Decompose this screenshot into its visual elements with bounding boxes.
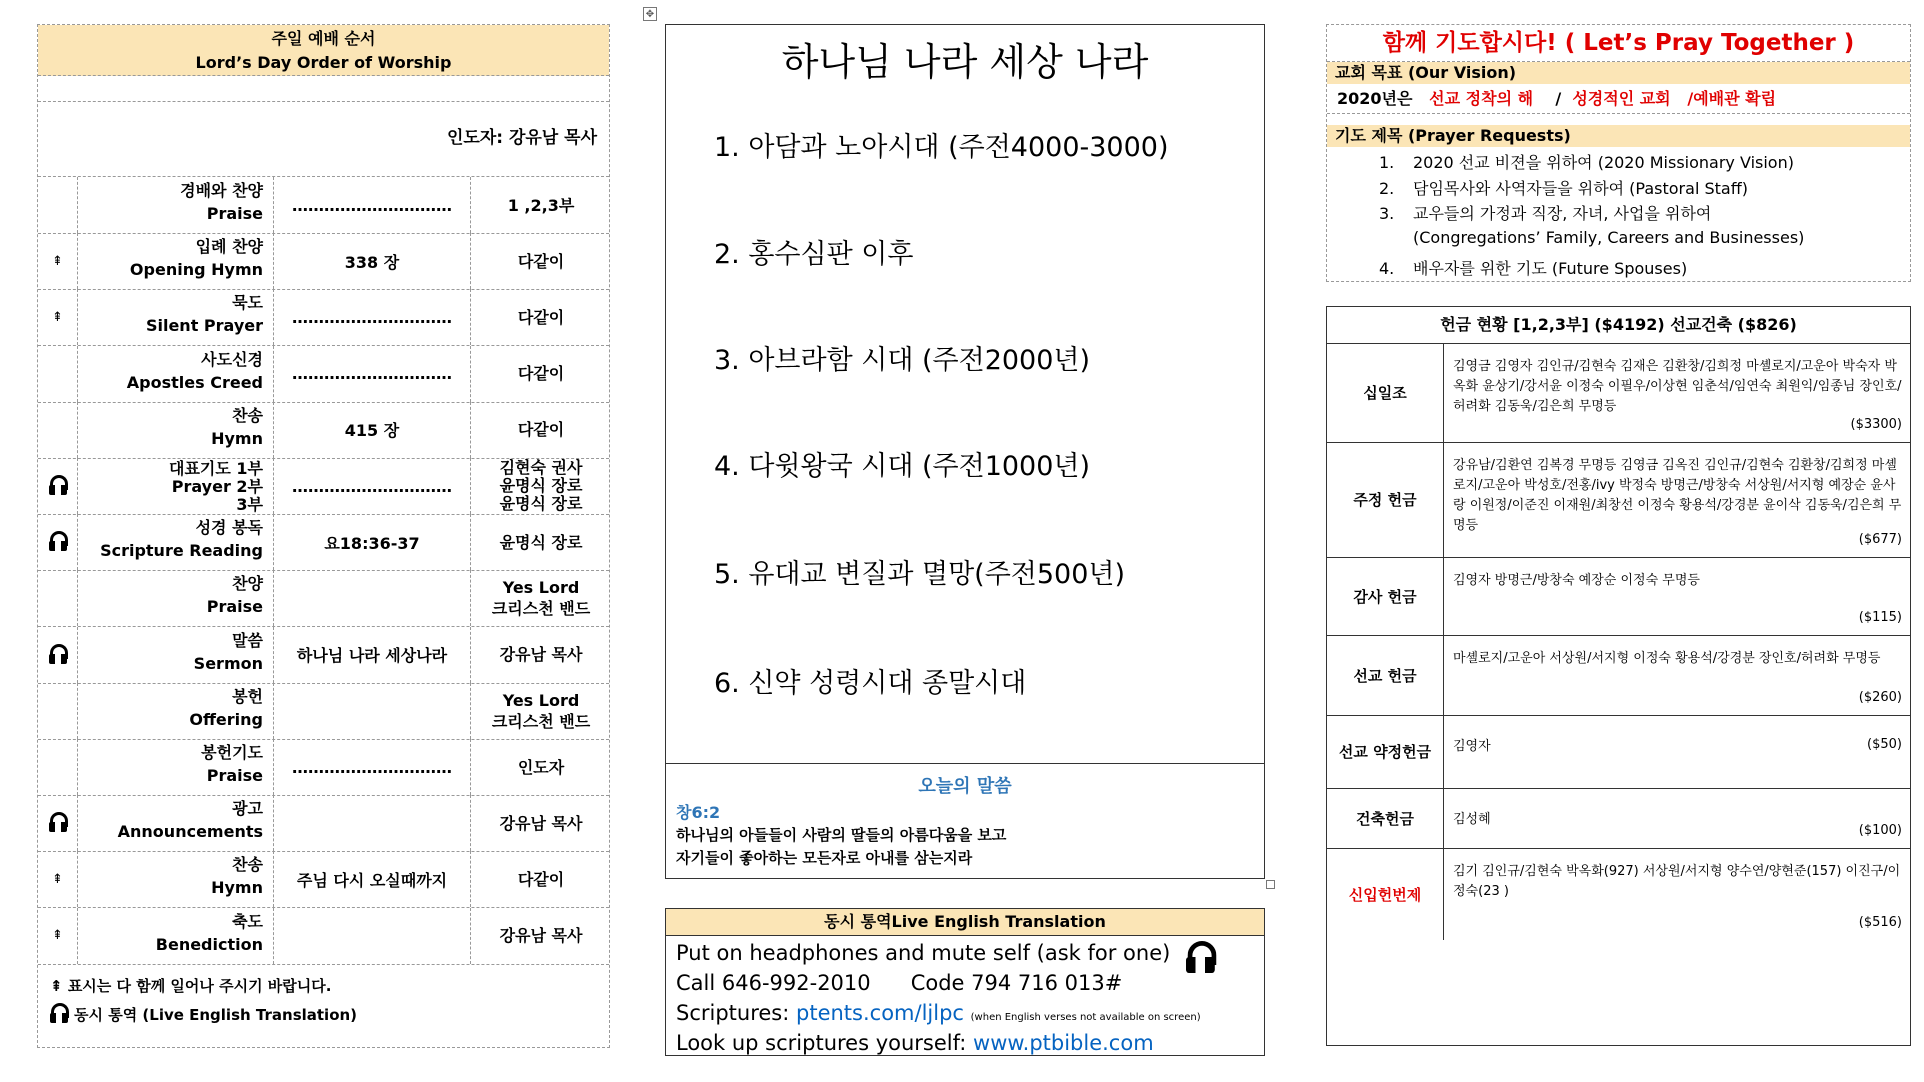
prayer-request: 1. 2020 선교 비젼을 위하여 (2020 Missionary Vision) bbox=[1379, 153, 1794, 172]
lookup-label: Look up scriptures yourself: bbox=[676, 1031, 967, 1055]
worship-item-by bbox=[471, 851, 611, 907]
scriptures-link[interactable]: ptents.com/ljlpc bbox=[796, 1001, 964, 1025]
worship-leader: 인도자: 강유남 목사 bbox=[38, 101, 609, 177]
worship-item-by bbox=[471, 570, 611, 626]
offering-type: 십일조 bbox=[1327, 343, 1444, 442]
worship-item-by-line: 윤명식 장로 bbox=[499, 476, 583, 495]
worship-item-by-line: 윤명식 장로 bbox=[499, 532, 583, 552]
call-number: Call 646-992-2010 bbox=[676, 971, 871, 995]
worship-item-name-en: Silent Prayer bbox=[145, 316, 263, 336]
worship-row bbox=[38, 627, 609, 684]
worship-item-name bbox=[78, 177, 274, 233]
worship-item-by bbox=[471, 402, 611, 458]
worship-item-by bbox=[471, 739, 611, 795]
worship-row bbox=[38, 795, 609, 852]
headphones-icon bbox=[1186, 941, 1215, 976]
worship-item-detail bbox=[274, 683, 471, 739]
worship-item-name-extra: 3부 bbox=[236, 495, 263, 514]
worship-item-name-en: Sermon bbox=[193, 653, 263, 673]
footnote-stand-text: 표시는 다 함께 일어나 주시기 바랍니다. bbox=[67, 977, 332, 995]
vision-line bbox=[1327, 84, 1910, 114]
offering-names: 강유남/김환연 김복경 무명등 김영금 김옥진 김인규/김현숙 김환창/김희정 마셸로지/고운아 박성호/전홍/ivy 박정숙 방명근/방창숙 서상원/서지형 예장순 윤사랑 이원정/이준진 이재원/최창선 이정숙 황용석/강경분 윤이삭 김동욱/김은희 무명등 bbox=[1453, 458, 1902, 533]
offering-row bbox=[1327, 343, 1910, 443]
worship-item-by-line: 윤명식 장로 bbox=[499, 494, 583, 513]
todays-word bbox=[666, 763, 1264, 880]
worship-item-by bbox=[471, 683, 611, 739]
worship-item-detail: 하나님 나라 세상나라 bbox=[274, 627, 471, 683]
worship-item-by bbox=[471, 514, 611, 570]
worship-item-name-ko: 광고 bbox=[232, 799, 263, 819]
worship-row-icon-cell bbox=[38, 908, 78, 964]
stand-icon: ⇞ bbox=[52, 309, 63, 325]
sermon-title: 하나님 나라 세상 나라 bbox=[781, 40, 1149, 84]
sermon-point: 5. 유대교 변질과 멸망(주전500년) bbox=[714, 559, 1126, 590]
worship-blank-row bbox=[38, 76, 609, 102]
offering-row bbox=[1327, 788, 1910, 849]
worship-item-by bbox=[471, 289, 611, 345]
worship-row bbox=[38, 346, 609, 403]
worship-item-detail: 주님 다시 오실때까지 bbox=[274, 851, 471, 907]
worship-item-name bbox=[78, 683, 274, 739]
worship-row-icon-cell bbox=[38, 739, 78, 795]
prayer-request: 4. 배우자를 위한 기도 (Future Spouses) bbox=[1379, 259, 1688, 278]
worship-item-by-line: 크리스천 밴드 bbox=[491, 599, 591, 619]
sermon-point: 4. 다윗왕국 시대 (주전1000년) bbox=[714, 451, 1091, 482]
worship-item-name-ko: 찬양 bbox=[232, 574, 263, 594]
offering-names: 김영금 김영자 김인규/김현숙 김재은 김환창/김희정 마셸로지/고운아 박숙자 박옥화 윤상기/강서윤 이정숙 이필우/이상현 임춘석/임연숙 최원익/임종님 장인호/허려화 김동욱/김은희 무명등 bbox=[1453, 359, 1902, 414]
live-translation-box bbox=[665, 908, 1265, 1056]
worship-item-name-en: Opening Hymn bbox=[129, 260, 263, 280]
worship-item-by-line: Yes Lord bbox=[502, 690, 580, 710]
todays-word-title: 오늘의 말씀 bbox=[918, 776, 1012, 797]
offering-row bbox=[1327, 635, 1910, 716]
worship-row bbox=[38, 289, 609, 346]
prayer-title: 함께 기도합시다! ( Let’s Pray Together ) bbox=[1327, 25, 1910, 62]
sermon-point: 1. 아담과 노아시대 (주전4000-3000) bbox=[714, 132, 1169, 163]
worship-item-name bbox=[78, 739, 274, 795]
worship-item-detail bbox=[274, 570, 471, 626]
worship-item-name-ko: 묵도 bbox=[232, 293, 263, 313]
worship-item-by-line: 다같이 bbox=[517, 251, 565, 271]
offering-amount: ($115) bbox=[1858, 610, 1902, 625]
worship-item-name-en: Scripture Reading bbox=[100, 541, 263, 561]
worship-item-name bbox=[78, 458, 274, 514]
todays-word-line: 하나님의 아들들이 사람의 딸들의 아름다움을 보고 bbox=[676, 826, 1007, 844]
worship-item-by-line: 1 ,2,3부 bbox=[507, 195, 575, 215]
offering-names: 김영자 방명근/방창숙 예장순 이정숙 무명등 bbox=[1453, 573, 1700, 588]
worship-item-detail: ………………………… bbox=[274, 739, 471, 795]
worship-item-by-line: 다같이 bbox=[517, 420, 565, 440]
worship-item-name bbox=[78, 233, 274, 289]
worship-row bbox=[38, 908, 609, 965]
worship-item-by-line: 강유남 목사 bbox=[499, 645, 583, 665]
worship-item-name bbox=[78, 570, 274, 626]
vision-year: 2020년은 bbox=[1337, 89, 1413, 108]
worship-item-name-ko: 입례 찬양 bbox=[195, 237, 263, 257]
worship-item-detail: ………………………… bbox=[274, 177, 471, 233]
translation-title: 동시 통역Live English Translation bbox=[666, 909, 1264, 936]
worship-row-icon-cell bbox=[38, 627, 78, 683]
worship-item-by-line: 다같이 bbox=[517, 364, 565, 384]
stand-icon: ⇞ bbox=[52, 871, 63, 887]
headphones-icon bbox=[50, 1003, 68, 1025]
worship-item-name bbox=[78, 402, 274, 458]
worship-row-icon-cell bbox=[38, 570, 78, 626]
offering-type: 선교 약정헌금 bbox=[1327, 715, 1444, 788]
offering-amount: ($50) bbox=[1867, 737, 1902, 752]
prayer-request: (Congregations’ Family, Careers and Businesses) bbox=[1413, 228, 1805, 247]
worship-item-name bbox=[78, 795, 274, 851]
worship-item-name-en: Praise bbox=[206, 597, 263, 617]
worship-row-icon-cell bbox=[38, 177, 78, 233]
headphones-icon bbox=[49, 644, 67, 666]
worship-item-by bbox=[471, 346, 611, 402]
worship-item-by-line: 강유남 목사 bbox=[499, 926, 583, 946]
worship-item-by-line: 김현숙 권사 bbox=[499, 458, 583, 477]
ptbible-link[interactable]: www.ptbible.com bbox=[973, 1031, 1154, 1055]
translation-line-lookup bbox=[676, 1031, 1154, 1055]
footnote-translation bbox=[50, 1003, 357, 1025]
worship-row-icon-cell bbox=[38, 683, 78, 739]
move-handle-icon[interactable]: ✥ bbox=[643, 7, 657, 21]
worship-item-name-en: Hymn bbox=[211, 428, 263, 448]
worship-item-name bbox=[78, 514, 274, 570]
worship-row-icon-cell bbox=[38, 851, 78, 907]
worship-header bbox=[38, 25, 609, 76]
worship-item-by-line: 크리스천 밴드 bbox=[491, 711, 591, 731]
worship-row-icon-cell bbox=[38, 402, 78, 458]
resize-handle[interactable] bbox=[1266, 880, 1275, 889]
offering-row bbox=[1327, 848, 1910, 940]
worship-item-by-line: 다같이 bbox=[517, 307, 565, 327]
worship-row-icon-cell bbox=[38, 233, 78, 289]
vision-label: 교회 목표 (Our Vision) bbox=[1327, 62, 1910, 84]
worship-item-name-ko: 말씀 bbox=[232, 630, 263, 650]
worship-item-name bbox=[78, 289, 274, 345]
footnote-translation-text: 동시 통역 (Live English Translation) bbox=[74, 1005, 358, 1024]
headphones-icon bbox=[49, 475, 67, 497]
worship-item-by-line: Yes Lord bbox=[502, 578, 580, 598]
sermon-box bbox=[665, 24, 1265, 879]
worship-row-icon-cell bbox=[38, 289, 78, 345]
worship-item-detail: 338 장 bbox=[274, 233, 471, 289]
scriptures-label: Scriptures: bbox=[676, 1001, 790, 1025]
vision-item: /예배관 확립 bbox=[1687, 89, 1777, 108]
worship-item-by bbox=[471, 458, 611, 514]
worship-item-detail: ………………………… bbox=[274, 458, 471, 514]
worship-item-name-ko: 봉헌 bbox=[232, 686, 263, 706]
sermon-point: 2. 홍수심판 이후 bbox=[714, 239, 914, 270]
worship-item-name bbox=[78, 346, 274, 402]
requests-label: 기도 제목 (Prayer Requests) bbox=[1327, 125, 1910, 147]
worship-item-name-ko: 성경 봉독 bbox=[195, 518, 263, 538]
vision-separator: / bbox=[1555, 89, 1562, 108]
offering-amount: ($516) bbox=[1858, 915, 1902, 930]
worship-item-name-en: Announcements bbox=[117, 822, 263, 842]
worship-row bbox=[38, 739, 609, 796]
worship-title-ko: 주일 예배 순서 bbox=[271, 29, 376, 48]
vision-item: 선교 정착의 해 bbox=[1429, 89, 1534, 108]
offering-row bbox=[1327, 715, 1910, 789]
worship-item-by bbox=[471, 795, 611, 851]
offering-amount: ($100) bbox=[1858, 823, 1902, 838]
offering-amount: ($3300) bbox=[1850, 417, 1902, 432]
worship-item-by bbox=[471, 908, 611, 964]
worship-item-detail bbox=[274, 795, 471, 851]
worship-item-detail: ………………………… bbox=[274, 346, 471, 402]
worship-item-by-line: 인도자 bbox=[517, 757, 565, 777]
worship-item-name-en: Praise bbox=[206, 766, 263, 785]
worship-item-name-en: Benediction bbox=[155, 934, 263, 954]
order-of-worship-table bbox=[37, 24, 610, 1048]
worship-title-en: Lord’s Day Order of Worship bbox=[195, 53, 452, 72]
stand-icon: ⇞ bbox=[52, 253, 63, 269]
worship-item-by-line: 강유남 목사 bbox=[499, 813, 583, 833]
worship-item-name-en: Offering bbox=[189, 709, 263, 729]
worship-item-detail: 415 장 bbox=[274, 402, 471, 458]
worship-item-name-ko: 찬송 bbox=[232, 855, 263, 875]
worship-row bbox=[38, 402, 609, 459]
vision-item: 성경적인 교회 bbox=[1572, 89, 1671, 108]
worship-item-name-ko: 경배와 찬양 bbox=[180, 181, 263, 200]
footnote-stand bbox=[50, 975, 331, 996]
worship-row bbox=[38, 233, 609, 290]
worship-item-name-ko: 봉헌기도 bbox=[201, 743, 263, 762]
worship-item-name-ko: 축도 bbox=[232, 911, 263, 931]
worship-item-name bbox=[78, 908, 274, 964]
worship-row bbox=[38, 683, 609, 740]
sermon-point: 6. 신약 성령시대 종말시대 bbox=[714, 668, 1027, 699]
offering-amount: ($677) bbox=[1858, 532, 1902, 547]
prayer-box bbox=[1326, 24, 1911, 282]
offering-row bbox=[1327, 442, 1910, 558]
offering-names: 김기 김인규/김현숙 박옥화(927) 서상원/서지형 양수연/양현준(157) 이진구/이정숙(23 ) bbox=[1453, 864, 1901, 899]
stand-icon: ⇞ bbox=[50, 977, 63, 995]
offering-table bbox=[1326, 306, 1911, 1046]
translation-line-call bbox=[676, 971, 1122, 995]
worship-item-name-en: Praise bbox=[206, 204, 263, 223]
offering-type: 건축헌금 bbox=[1327, 788, 1444, 848]
translation-line-scriptures bbox=[676, 1001, 1201, 1025]
offering-row bbox=[1327, 557, 1910, 636]
offering-type: 주정 헌금 bbox=[1327, 442, 1444, 557]
stand-icon: ⇞ bbox=[52, 928, 63, 944]
worship-item-by bbox=[471, 233, 611, 289]
todays-word-reference: 창6:2 bbox=[676, 803, 721, 822]
worship-item-name-ko: 사도신경 bbox=[201, 349, 263, 369]
worship-row-icon-cell bbox=[38, 514, 78, 570]
offering-amount: ($260) bbox=[1858, 690, 1902, 705]
worship-row bbox=[38, 458, 609, 515]
worship-item-by bbox=[471, 177, 611, 233]
worship-item-name-ko: 대표기도 1부 bbox=[169, 459, 263, 478]
worship-row bbox=[38, 514, 609, 571]
worship-row bbox=[38, 851, 609, 908]
worship-item-name-en: Prayer 2부 bbox=[171, 477, 263, 496]
worship-item-detail: 요18:36-37 bbox=[274, 514, 471, 570]
worship-item-name bbox=[78, 851, 274, 907]
worship-row-icon-cell bbox=[38, 458, 78, 514]
prayer-request: 2. 담임목사와 사역자들을 위하여 (Pastoral Staff) bbox=[1379, 179, 1748, 198]
call-code: Code 794 716 013# bbox=[910, 971, 1123, 995]
worship-item-name bbox=[78, 627, 274, 683]
offering-header: 헌금 현황 [1,2,3부] ($4192) 선교건축 ($826) bbox=[1327, 307, 1910, 344]
translation-line-headphones: Put on headphones and mute self (ask for one) bbox=[676, 941, 1171, 965]
worship-row-icon-cell bbox=[38, 795, 78, 851]
headphones-icon bbox=[49, 531, 67, 553]
headphones-icon bbox=[49, 812, 67, 834]
worship-item-name-en: Apostles Creed bbox=[126, 372, 263, 392]
sermon-point: 3. 아브라함 시대 (주전2000년) bbox=[714, 345, 1091, 376]
worship-item-detail bbox=[274, 908, 471, 964]
worship-item-by bbox=[471, 627, 611, 683]
todays-word-line: 자기들이 좋아하는 모든자로 아내를 삼는지라 bbox=[676, 849, 973, 867]
worship-item-detail: ………………………… bbox=[274, 289, 471, 345]
prayer-request: 3. 교우들의 가정과 직장, 자녀, 사업을 위하여 bbox=[1379, 204, 1712, 223]
offering-type: 감사 헌금 bbox=[1327, 557, 1444, 635]
worship-row-icon-cell bbox=[38, 346, 78, 402]
worship-item-by-line: 다같이 bbox=[517, 869, 565, 889]
offering-names: 김성혜 bbox=[1453, 812, 1491, 827]
worship-row bbox=[38, 570, 609, 627]
offering-names: 김영자 bbox=[1453, 739, 1491, 754]
worship-item-name-en: Hymn bbox=[211, 878, 263, 898]
worship-item-name-ko: 찬송 bbox=[232, 405, 263, 425]
offering-names: 마셸로지/고운아 서상원/서지형 이정숙 황용석/강경분 장인호/허려화 무명등 bbox=[1453, 651, 1881, 666]
offering-type: 선교 헌금 bbox=[1327, 635, 1444, 715]
offering-type: 신입헌번제 bbox=[1327, 848, 1444, 940]
worship-row bbox=[38, 177, 609, 234]
scriptures-note: (when English verses not available on screen) bbox=[970, 1012, 1201, 1023]
